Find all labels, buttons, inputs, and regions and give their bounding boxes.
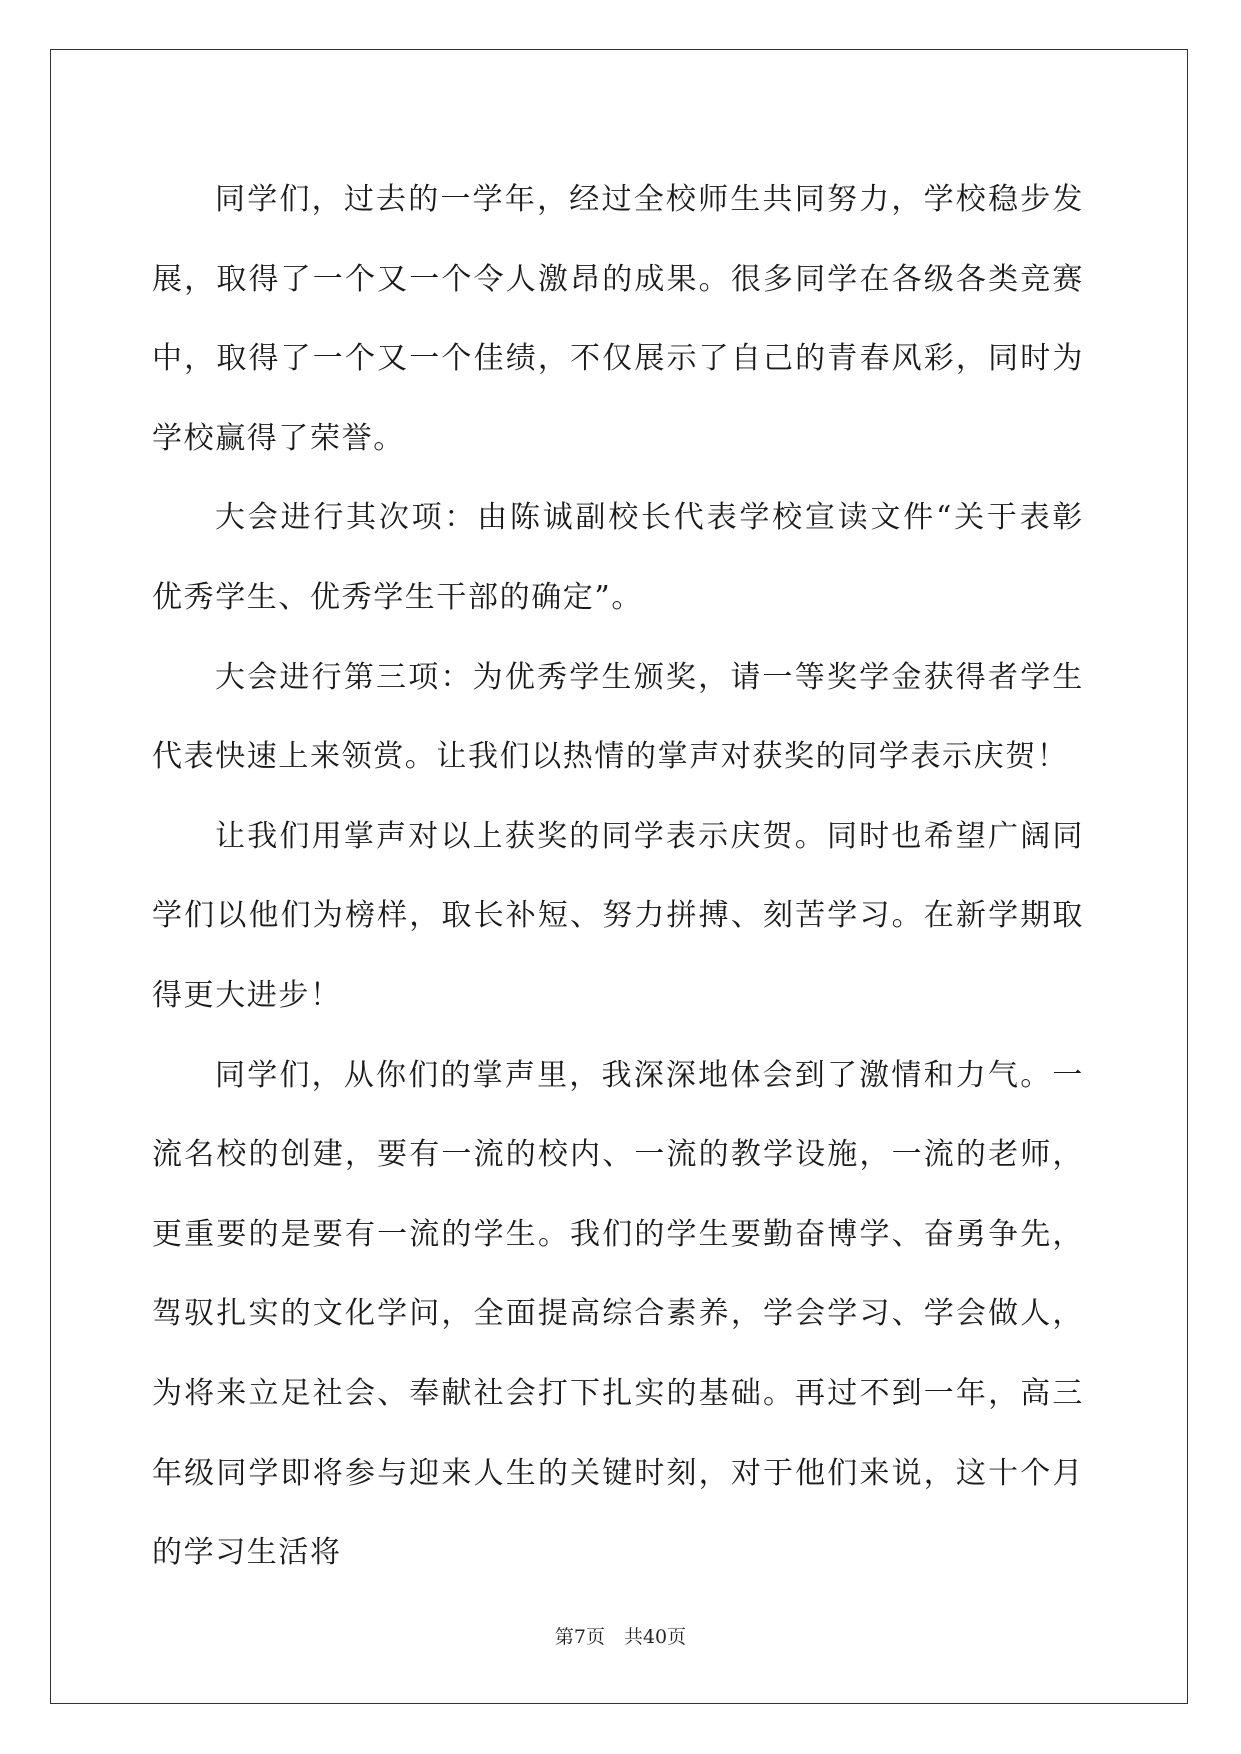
paragraph: 大会进行其次项：由陈诚副校长代表学校宣读文件“关于表彰优秀学生、优秀学生干部的确定”。 [152, 500, 1084, 615]
paragraph: 让我们用掌声对以上获奖的同学表示庆贺。同时也希望广阔同学们以他们为榜样，取长补短、努力拼搏、刻苦学习。在新学期取得更大进步！ [152, 818, 1084, 1013]
document-body [152, 160, 1084, 1593]
paragraph: 大会进行第三项：为优秀学生颁奖，请一等奖学金获得者学生代表快速上来领赏。让我们以热情的掌声对获奖的同学表示庆贺！ [152, 659, 1084, 775]
page-number: 第7页 共40页 [554, 1626, 687, 1648]
paragraph: 同学们，过去的一学年，经过全校师生共同努力，学校稳步发展，取得了一个又一个令人激昂的成果。很多同学在各级各类竞赛中，取得了一个又一个佳绩，不仅展示了自己的青春风彩，同时为学校赢得了荣誉。 [152, 182, 1084, 456]
paragraph: 同学们，从你们的掌声里，我深深地体会到了激情和力气。一流名校的创建，要有一流的校内、一流的教学设施，一流的老师，更重要的是要有一流的学生。我们的学生要勤奋博学、奋勇争先，驾驭扎实的文化学问，全面提高综合素养，学会学习、学会做人，为将来立足社会、奉献社会打下扎实的基础。再过不到一年，高三年级同学即将参与迎来人生的关键时刻，对于他们来说，这十个月的学习生活将 [152, 1057, 1084, 1571]
